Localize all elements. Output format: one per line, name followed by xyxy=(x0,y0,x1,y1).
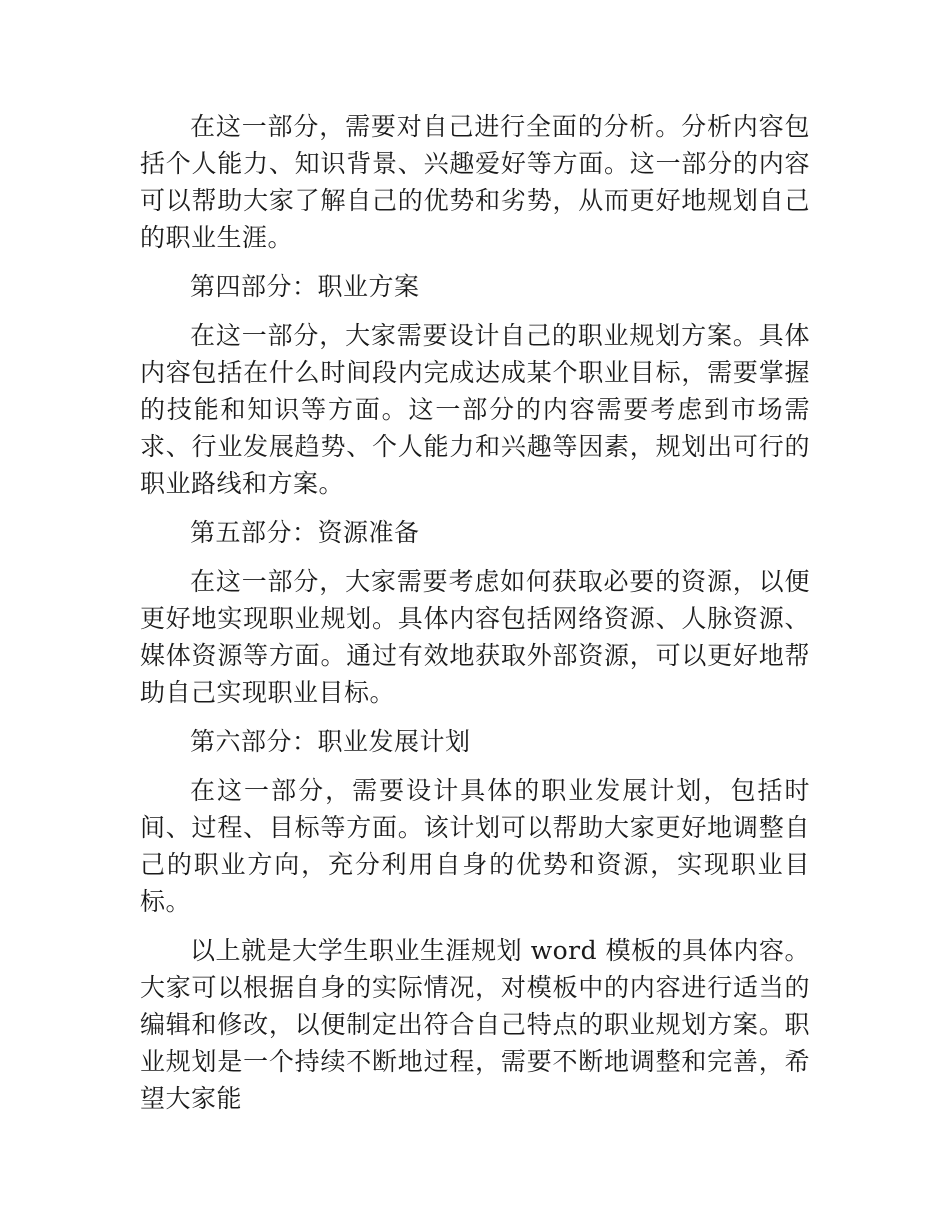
section-heading-part-six: 第六部分：职业发展计划 xyxy=(190,727,471,756)
paragraph-conclusion: 以上就是大学生职业生涯规划 word 模板的具体内容。大家可以根据自身的实际情况，对模板中的内容进行适当的编辑和修改，以便制定出符合自己特点的职业规划方案。职业规划是一个持续不断地过程，需要不断地调整和完善，希望大家能 xyxy=(140,936,810,1113)
paragraph-self-analysis: 在这一部分，需要对自己进行全面的分析。分析内容包括个人能力、知识背景、兴趣爱好等方面。这一部分的内容可以帮助大家了解自己的优势和劣势，从而更好地规划自己的职业生涯。 xyxy=(140,112,810,252)
section-heading-part-five: 第五部分：资源准备 xyxy=(190,518,420,547)
paragraph-development-plan: 在这一部分，需要设计具体的职业发展计划，包括时间、过程、目标等方面。该计划可以帮助大家更好地调整自己的职业方向，充分利用自身的优势和资源，实现职业目标。 xyxy=(140,776,810,916)
document-body xyxy=(140,108,810,1129)
paragraph-career-plan: 在这一部分，大家需要设计自己的职业规划方案。具体内容包括在什么时间段内完成达成某个职业目标，需要掌握的技能和知识等方面。这一部分的内容需要考虑到市场需求、行业发展趋势、个人能力和兴趣等因素，规划出可行的职业路线和方案。 xyxy=(140,321,810,498)
paragraph-resource-preparation: 在这一部分，大家需要考虑如何获取必要的资源，以便更好地实现职业规划。具体内容包括网络资源、人脉资源、媒体资源等方面。通过有效地获取外部资源，可以更好地帮助自己实现职业目标。 xyxy=(140,567,810,707)
section-heading-part-four: 第四部分：职业方案 xyxy=(190,272,420,301)
